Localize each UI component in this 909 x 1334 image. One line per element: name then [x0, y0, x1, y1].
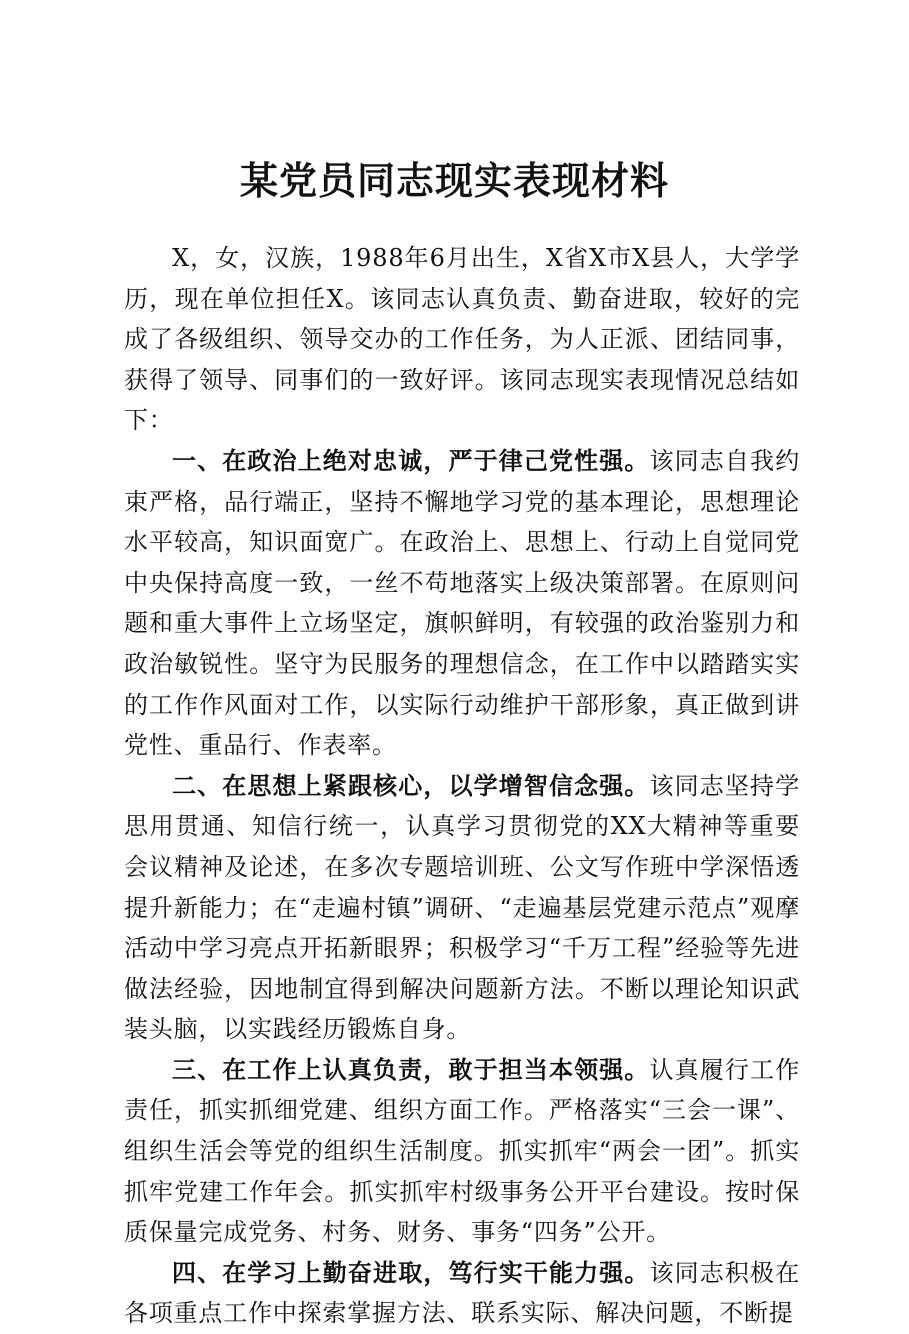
section-heading-4: 四、在学习上勤奋进取，笃行实干能力强。 [172, 1257, 650, 1287]
section-paragraph-1 [124, 441, 800, 766]
section-heading-2: 二、在思想上紧跟核心，以学增智信念强。 [172, 770, 650, 800]
intro-paragraph [124, 238, 800, 441]
paragraph-text: 该同志积极在各项重点工作中探索掌握方法、联系实际、解决问题，不断提 [124, 1258, 800, 1328]
section-paragraph-2 [124, 766, 800, 1050]
document-title: 某党员同志现实表现材料 [239, 158, 669, 203]
section-paragraph-3 [124, 1050, 800, 1253]
paragraph-text: 该同志坚持学思用贯通、知信行统一，认真学习贯彻党的XX大精神等重要会议精神及论述，在多次专题培训班、公文写作班中学深悟透提升新能力；在“走遍村镇”调研、“走遍基层党建示范点”观摩活动中学习亮点开拓新眼界；积极学习“千万工程”经验等先进做法经验，因地制宜得到解决问题新方法。不断以理论知识武装头脑，以实践经历锻炼自身。 [124, 771, 800, 1044]
section-heading-3: 三、在工作上认真负责，敢于担当本领强。 [172, 1054, 650, 1084]
paragraph-text: 认真履行工作责任，抓实抓细党建、组织方面工作。严格落实“三会一课”、组织生活会等党的组织生活制度。抓实抓牢“两会一团”。抓实抓牢党建工作年会。抓实抓牢村级事务公开平台建设。按时保质保量完成党务、村务、财务、事务“四务”公开。 [124, 1055, 800, 1247]
paragraph-text: 该同志自我约束严格，品行端正，坚持不懈地学习党的基本理论，思想理论水平较高，知识面宽广。在政治上、思想上、行动上自觉同党中央保持高度一致，一丝不苟地落实上级决策部署。在原则问题和重大事件上立场坚定，旗帜鲜明，有较强的政治鉴别力和政治敏锐性。坚守为民服务的理想信念，在工作中以踏踏实实的工作作风面对工作，以实际行动维护干部形象，真正做到讲党性、重品行、作表率。 [124, 446, 800, 760]
section-paragraph-4 [124, 1253, 800, 1334]
document-body [124, 238, 800, 1334]
section-heading-1: 一、在政治上绝对忠诚，严于律己党性强。 [172, 445, 650, 475]
paragraph-text: X，女，汉族，1988年6月出生，X省X市X县人，大学学历，现在单位担任X。该同志认真负责、勤奋进取，较好的完成了各级组织、领导交办的工作任务，为人正派、团结同事，获得了领导、同事们的一致好评。该同志现实表现情况总结如下： [124, 244, 800, 435]
